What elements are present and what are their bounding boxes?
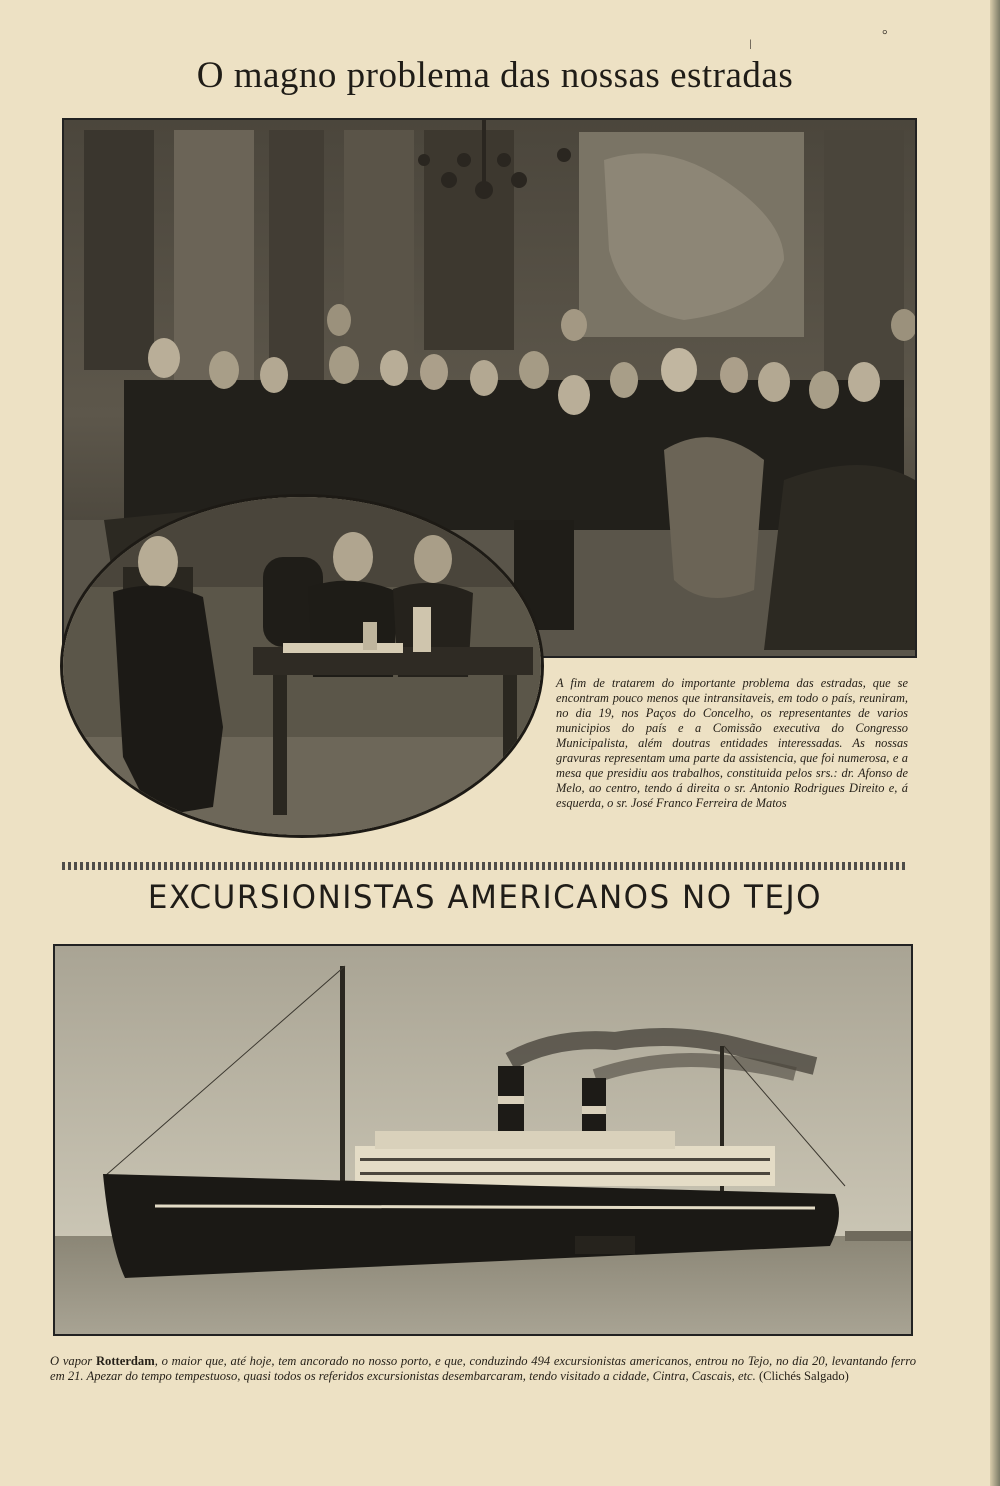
ship-name: Rotterdam [95, 1354, 155, 1368]
margin-mark: ǀ [749, 38, 752, 53]
dotted-divider [62, 862, 908, 870]
margin-mark: ° [882, 28, 888, 43]
ship-caption [50, 1354, 916, 1384]
roads-caption: A fim de tratarem do importante problema das estradas, que se encontram pouco menos que intransitaveis, em todo o país, reuniram, no dia 19, nos Paços do Concelho, os representantes de varios municipios do país e a Comissão executiva do Congresso Municipalista, além doutras entidades interessadas. As nossas gravuras representam uma parte da assistencia, que foi numerosa, e a mesa que presidiu aos trabalhos, constituida pelos srs.: dr. Afonso de Melo, ao centro, tendo á direita o sr. Antonio Rodrigues Direito e, á esquerda, o sr. José Franco Ferreira de Matos [556, 676, 908, 810]
article-title-excursionists: EXCURSIONISTAS AMERICANOS NO TEJO [147, 879, 823, 917]
ship-caption-body: , o maior que, até hoje, tem ancorado no nosso porto, e que, conduzindo 494 excursionistas americanos, entrou no Tejo, no dia 20, levantando ferro em 21. Apezar do tempo tempestuoso, quasi todos os referidos excursionistas desembarcaram, tendo visitado a cidade, Cintra, Cascais, etc. [50, 1354, 916, 1383]
article-title-roads: O magno problema das nossas estradas [196, 55, 794, 96]
ship-caption-lead: O vapor [50, 1354, 96, 1368]
ship-rotterdam-photo [53, 944, 913, 1336]
presiding-table-photo [60, 494, 544, 838]
photo-credit: (Clichés Salgado) [758, 1369, 849, 1383]
page-edge [990, 0, 1000, 1486]
